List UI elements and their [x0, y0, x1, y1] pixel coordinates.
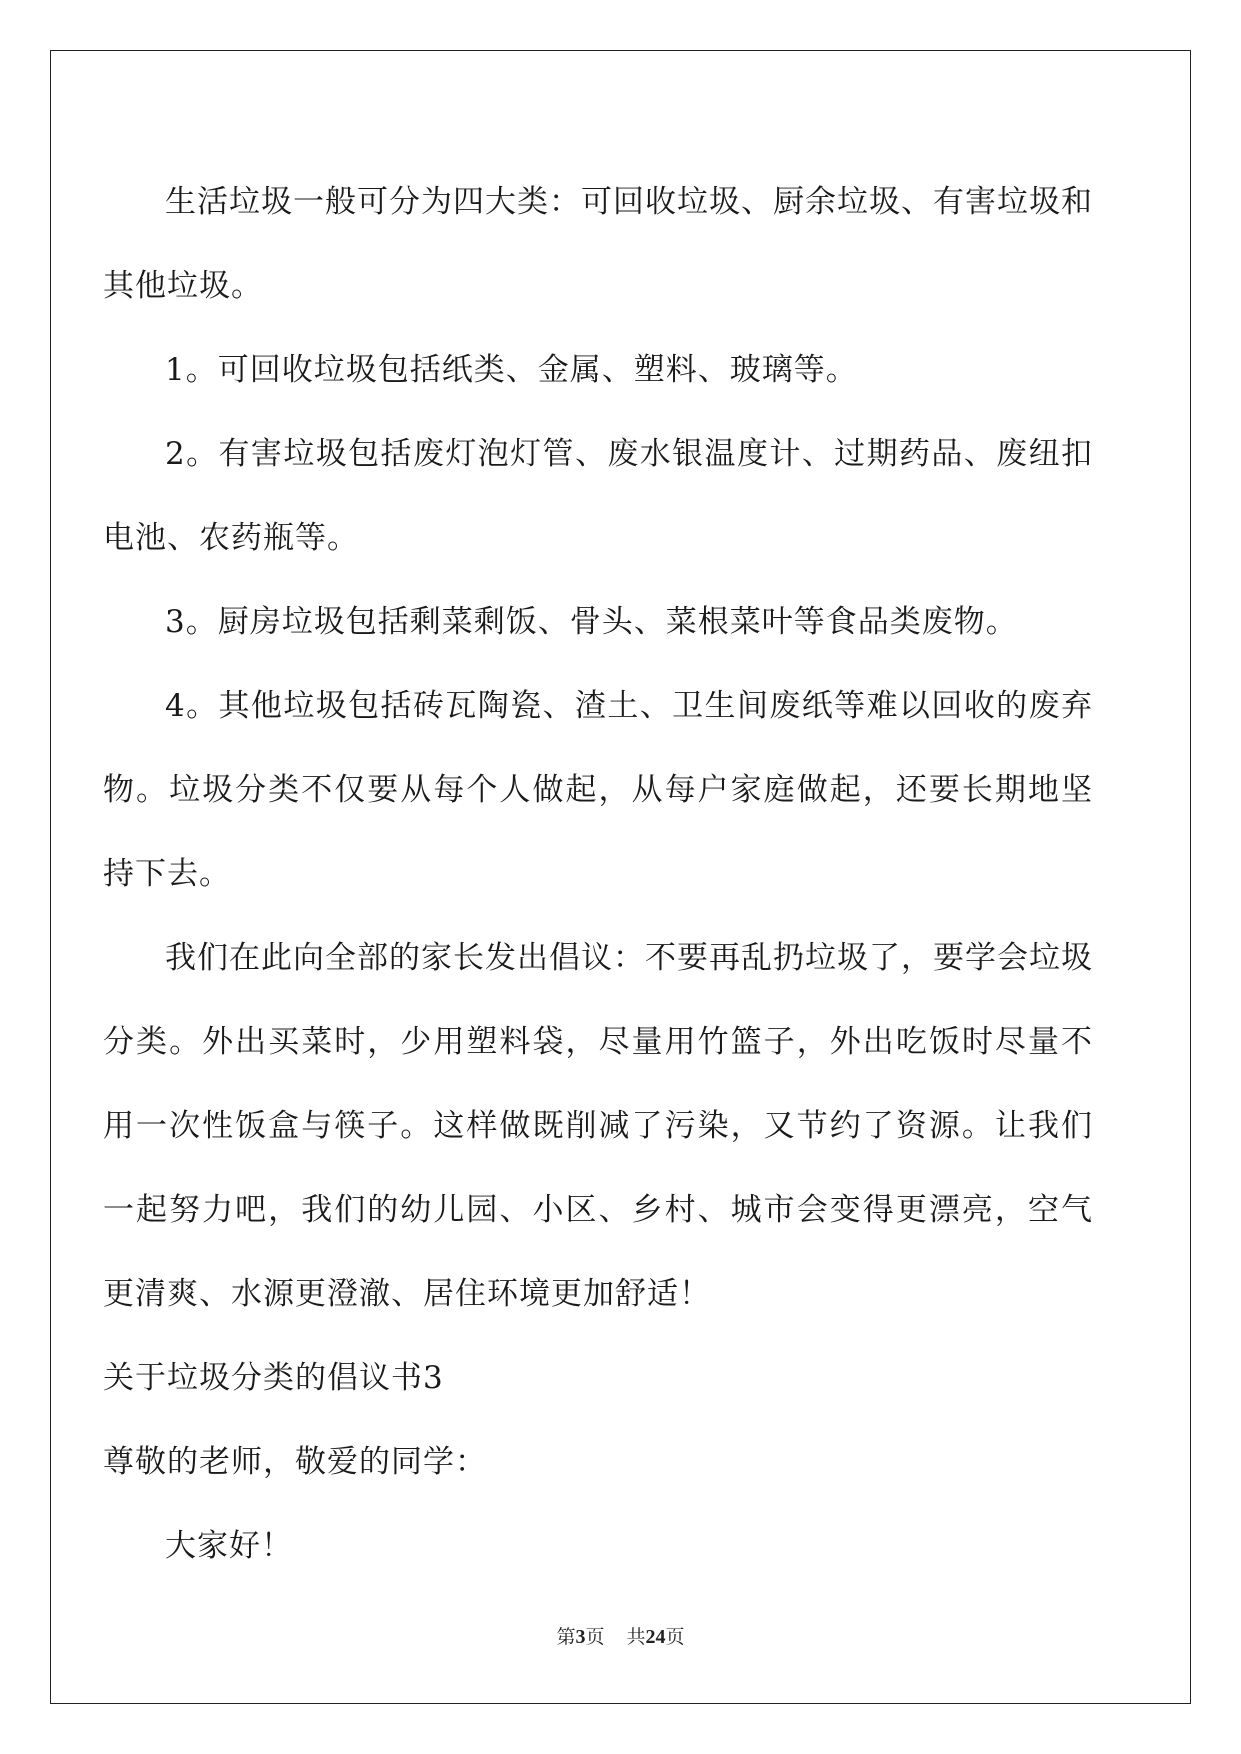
section-title: 关于垃圾分类的倡议书3	[103, 1360, 444, 1396]
total-pages: 24	[645, 1626, 666, 1648]
salutation: 尊敬的老师，敬爱的同学：	[103, 1444, 487, 1480]
paragraph: 4。其他垃圾包括砖瓦陶瓷、渣土、卫生间废纸等难以回收的废弃物。垃圾分类不仅要从每个人做起，从每户家庭做起，还要长期地坚持下去。	[103, 688, 1093, 892]
greeting: 大家好！	[165, 1528, 293, 1564]
page-prefix: 第	[556, 1626, 576, 1648]
paragraph: 生活垃圾一般可分为四大类：可回收垃圾、厨余垃圾、有害垃圾和其他垃圾。	[103, 184, 1093, 304]
page-footer	[0, 1622, 1241, 1649]
page-suffix: 页	[585, 1626, 605, 1648]
paragraph: 1。可回收垃圾包括纸类、金属、塑料、玻璃等。	[165, 352, 858, 388]
paragraph: 3。厨房垃圾包括剩菜剩饭、骨头、菜根菜叶等食品类废物。	[165, 604, 1018, 640]
paragraph: 2。有害垃圾包括废灯泡灯管、废水银温度计、过期药品、废纽扣电池、农药瓶等。	[103, 436, 1093, 556]
total-suffix: 页	[665, 1626, 685, 1648]
page-number: 3	[575, 1626, 586, 1648]
total-prefix: 共	[626, 1626, 646, 1648]
paragraph: 我们在此向全部的家长发出倡议：不要再乱扔垃圾了，要学会垃圾分类。外出买菜时，少用塑料袋，尽量用竹篮子，外出吃饭时尽量不用一次性饭盒与筷子。这样做既削减了污染，又节约了资源。让我们一起努力吧，我们的幼儿园、小区、乡村、城市会变得更漂亮，空气更清爽、水源更澄澈、居住环境更加舒适！	[103, 940, 1093, 1312]
document-body	[103, 160, 1093, 1588]
